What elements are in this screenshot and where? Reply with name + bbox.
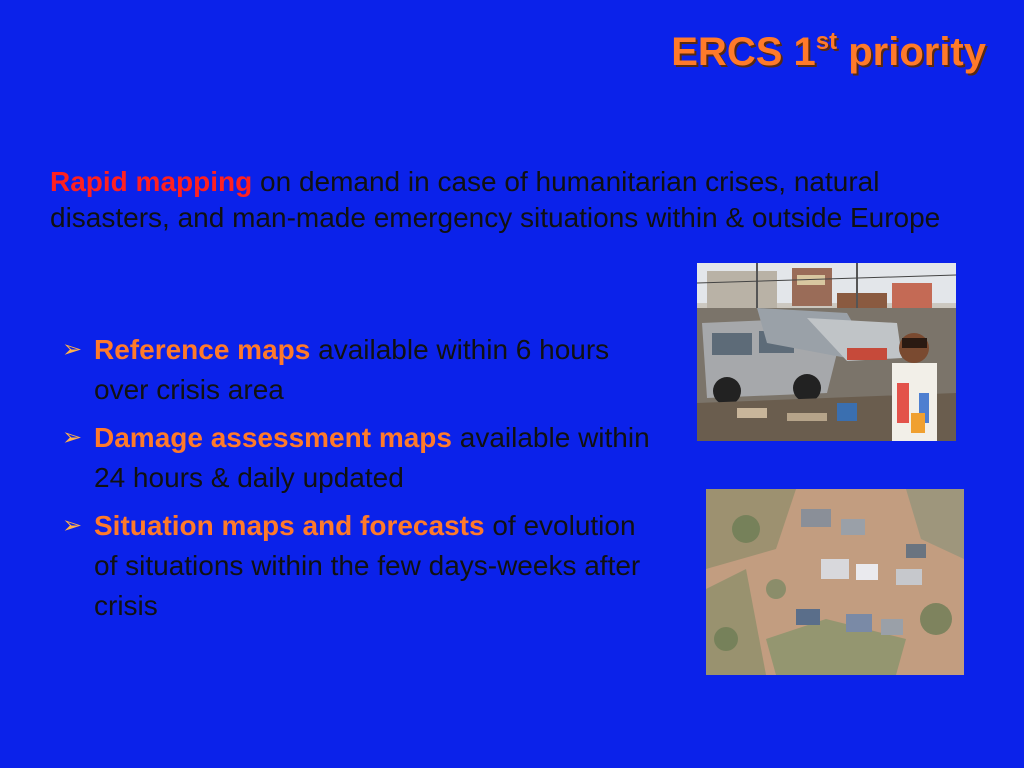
title-superscript: st xyxy=(815,28,838,55)
bullet-highlight: Reference maps xyxy=(94,334,311,365)
bullet-list xyxy=(62,330,652,634)
bullet-text: available within 24 hours & daily updated xyxy=(94,422,650,493)
title-end: priority xyxy=(837,30,986,74)
title-main: ERCS 1 xyxy=(671,30,816,74)
intro-text: on demand in case of humanitarian crises, natural disasters, and man-made emergency situations within & outside Europe xyxy=(50,166,941,233)
bullet-highlight: Damage assessment maps xyxy=(94,422,452,453)
bullet-item xyxy=(62,418,652,498)
arrow-bullet-icon: ➢ xyxy=(62,512,83,539)
bullet-text: available within 6 hours over crisis area xyxy=(94,334,610,405)
tsunami-damage-photo xyxy=(697,263,956,441)
intro-paragraph xyxy=(50,164,980,236)
bullet-item xyxy=(62,506,652,626)
bullet-highlight: Situation maps and forecasts xyxy=(94,510,485,541)
slide-title xyxy=(671,28,986,75)
arrow-bullet-icon: ➢ xyxy=(62,424,83,451)
flood-aerial-photo xyxy=(706,489,964,675)
bullet-text: of evolution of situations within the few days-weeks after crisis xyxy=(94,510,641,621)
arrow-bullet-icon: ➢ xyxy=(62,336,83,363)
intro-highlight: Rapid mapping xyxy=(50,166,253,197)
bullet-item xyxy=(62,330,652,410)
